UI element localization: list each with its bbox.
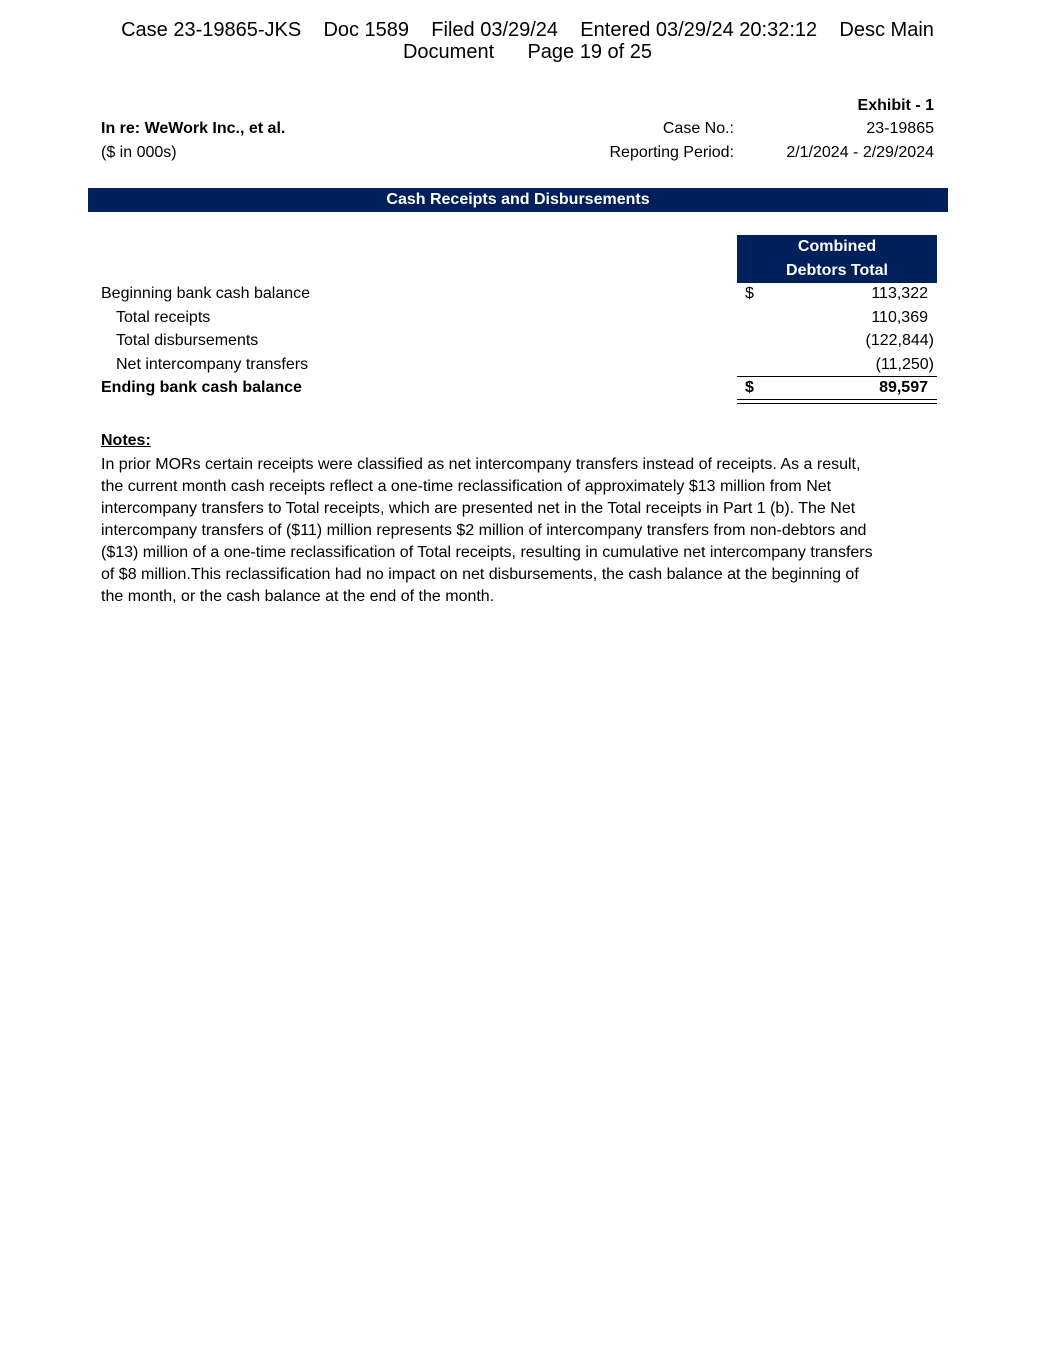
case-number-stamp: Case 23-19865-JKS bbox=[121, 19, 302, 41]
filing-header bbox=[0, 19, 1055, 63]
document-label: Document bbox=[402, 41, 495, 63]
entered-date-stamp: Entered 03/29/24 20:32:12 bbox=[580, 19, 818, 41]
notes-line: intercompany transfers of ($11) million represents $2 million of intercompany transfers from non-debtors and bbox=[101, 522, 867, 539]
case-no-value: 23-19865 bbox=[866, 120, 934, 137]
row-currency-beginning-balance: $ bbox=[745, 285, 754, 302]
row-label-beginning-balance: Beginning bank cash balance bbox=[101, 285, 311, 302]
row-label-total-disbursements: Total disbursements bbox=[116, 332, 259, 349]
page-number: Page 19 of 25 bbox=[527, 41, 653, 63]
column-header-line-1: Combined bbox=[797, 238, 877, 255]
row-value-total-receipts: 110,369 bbox=[871, 309, 928, 326]
notes-line: ($13) million of a one-time reclassification of Total receipts, resulting in cumulative net intercompany transfers bbox=[101, 544, 873, 561]
exhibit-label: Exhibit - 1 bbox=[857, 97, 934, 114]
reporting-period-label: Reporting Period: bbox=[609, 144, 734, 161]
notes-line: of $8 million.This reclassification had no impact on net disbursements, the cash balance at the beginning of bbox=[101, 566, 859, 583]
total-rule bbox=[737, 376, 937, 377]
notes-line: the month, or the cash balance at the end of the month. bbox=[101, 588, 495, 605]
double-rule-bottom bbox=[737, 403, 937, 404]
notes-body bbox=[101, 454, 941, 608]
double-rule-top bbox=[737, 399, 937, 400]
row-label-total-receipts: Total receipts bbox=[116, 309, 211, 326]
notes-line: In prior MORs certain receipts were classified as net intercompany transfers instead of receipts. As a result, bbox=[101, 456, 861, 473]
filing-header-line-1 bbox=[0, 19, 1055, 41]
notes-title: Notes: bbox=[101, 432, 151, 449]
filed-date-stamp: Filed 03/29/24 bbox=[431, 19, 559, 41]
case-no-label: Case No.: bbox=[662, 120, 734, 137]
row-label-ending-balance: Ending bank cash balance bbox=[101, 379, 302, 396]
row-value-ending-balance: 89,597 bbox=[879, 379, 928, 396]
row-value-total-disbursements: (122,844) bbox=[865, 332, 934, 349]
row-currency-ending-balance: $ bbox=[745, 379, 754, 396]
column-header-line-2: Debtors Total bbox=[786, 262, 888, 279]
section-title-banner: Cash Receipts and Disbursements bbox=[88, 188, 948, 212]
row-value-net-intercompany: (11,250) bbox=[875, 356, 934, 373]
doc-number-stamp: Doc 1589 bbox=[323, 19, 410, 41]
filing-header-line-2 bbox=[0, 41, 1055, 63]
row-label-net-intercompany: Net intercompany transfers bbox=[116, 356, 309, 373]
desc-stamp: Desc Main bbox=[839, 19, 934, 41]
notes-line: the current month cash receipts reflect a one-time reclassification of approximately $13 million from Net bbox=[101, 478, 832, 495]
case-name: In re: WeWork Inc., et al. bbox=[101, 120, 286, 137]
column-header bbox=[737, 235, 937, 283]
notes-line: intercompany transfers to Total receipts, which are presented net in the Total receipts in Part 1 (b). The Net bbox=[101, 500, 856, 517]
reporting-period-value: 2/1/2024 - 2/29/2024 bbox=[786, 144, 934, 161]
units-note: ($ in 000s) bbox=[101, 144, 177, 161]
row-value-beginning-balance: 113,322 bbox=[871, 285, 928, 302]
